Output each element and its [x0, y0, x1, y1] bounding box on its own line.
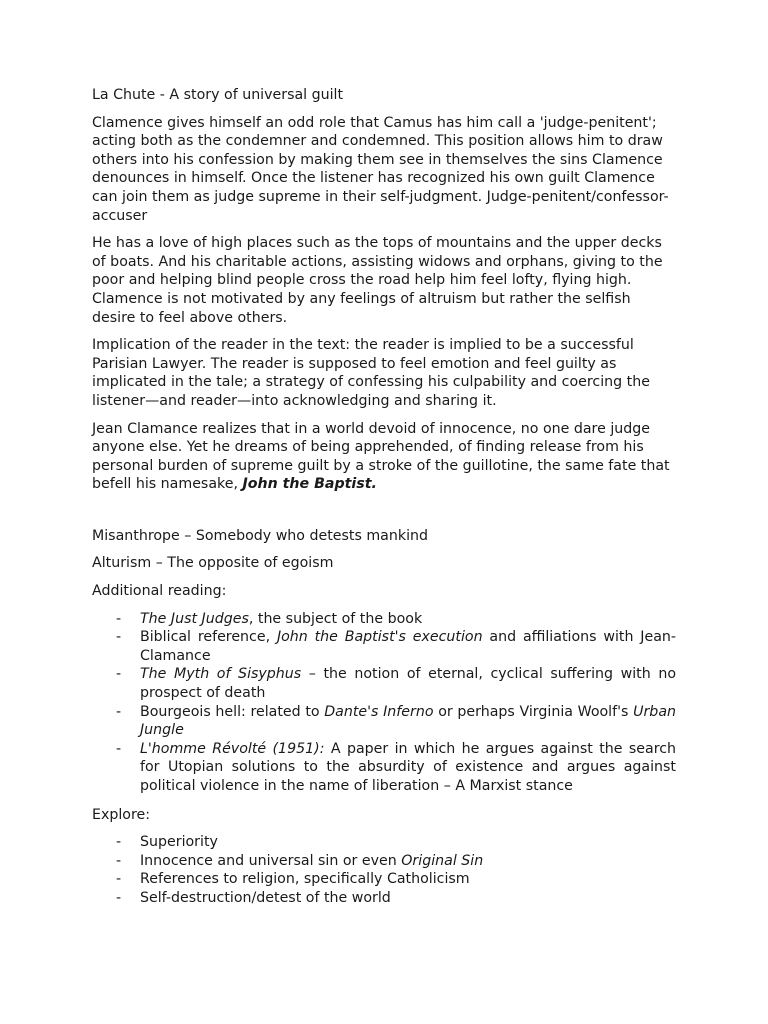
list-item-text: Self-destruction/detest of the world — [140, 889, 391, 906]
explore-label: Explore: — [92, 806, 151, 823]
paragraph-high-places: He has a love of high places such as the tops of mountains and the upper decks of boats. And his charitable actions, assisting widows and orphans, giving to the poor and helping blind people cross the road help him feel lofty, flying high. Clamence is not motivated by any feelings of altruism but rather the selfish desire to feel above others. — [92, 235, 663, 326]
italic-title: The Myth of Sisyphus — [140, 666, 302, 683]
list-item — [92, 833, 676, 852]
list-item-text: A paper in which he argues against the search for Utopian solutions to the absurdity of existence and argues against political violence in the name of liberation – A Marxist stance — [140, 740, 677, 794]
explore-list — [92, 833, 676, 907]
list-item — [92, 852, 676, 871]
document-page — [92, 86, 676, 918]
document-title: La Chute - A story of universal guilt — [92, 87, 344, 103]
list-item-text: Superiority — [140, 834, 218, 851]
italic-title: Original Sin — [401, 852, 484, 869]
list-item — [92, 665, 676, 702]
italic-title: John the Baptist's execution — [276, 629, 483, 646]
list-item-text: Innocence and universal sin or even — [140, 852, 402, 869]
john-the-baptist-emphasis: John the Baptist. — [242, 476, 377, 493]
list-item-text: , the subject of the book — [248, 610, 423, 627]
paragraph-guillotine — [92, 420, 676, 494]
italic-title: Dante's Inferno — [324, 703, 434, 720]
additional-reading-list — [92, 610, 676, 796]
list-item-text: Bourgeois hell: related to — [140, 703, 325, 720]
list-item-text: and affiliations with Jean-Clamance — [140, 629, 677, 664]
list-item — [92, 740, 676, 796]
paragraph-reader-implication: Implication of the reader in the text: the reader is implied to be a successful Parisian Lawyer. The reader is supposed to feel emotion and feel guilty as implicated in the tale; a strategy of confessing his culpability and coercing the listener—and reader—into acknowledging and sharing it. — [92, 337, 650, 409]
italic-title: The Just Judges — [140, 610, 249, 627]
paragraph-guillotine-text: Jean Clamance realizes that in a world devoid of innocence, no one dare judge anyone else. Yet he dreams of being apprehended, of finding release from his personal burden of supreme guilt by a stroke of the guillotine, the same fate that befell his namesake, — [92, 420, 670, 493]
list-item-text: – the notion of eternal, cyclical suffering with no prospect of death — [140, 666, 676, 702]
list-item-text: or perhaps Virginia Woolf's — [433, 703, 634, 720]
spacer — [92, 503, 676, 527]
list-item-text: References to religion, specifically Catholicism — [140, 871, 470, 888]
italic-title: Urban Jungle — [140, 703, 677, 739]
list-item — [92, 628, 676, 665]
list-item — [92, 870, 676, 889]
list-item — [92, 703, 676, 740]
list-item-text: Biblical reference, — [140, 629, 277, 646]
italic-title: L'homme Révolté (1951): — [140, 740, 325, 757]
definition-misanthrope: Misanthrope – Somebody who detests mankind — [92, 527, 429, 544]
additional-reading-label: Additional reading: — [92, 583, 227, 600]
paragraph-judge-penitent: Clamence gives himself an odd role that Camus has him call a 'judge-penitent'; acting both as the condemner and condemned. This position allows him to draw others into his confession by making them see in themselves the sins Clamence denounces in himself. Once the listener has recognized his own guilt Clamence can join them as judge supreme in their self-judgment. Judge-penitent/confessor-accuser — [92, 114, 669, 224]
list-item — [92, 889, 676, 908]
list-item — [92, 610, 676, 629]
definition-alturism: Alturism – The opposite of egoism — [92, 555, 334, 572]
